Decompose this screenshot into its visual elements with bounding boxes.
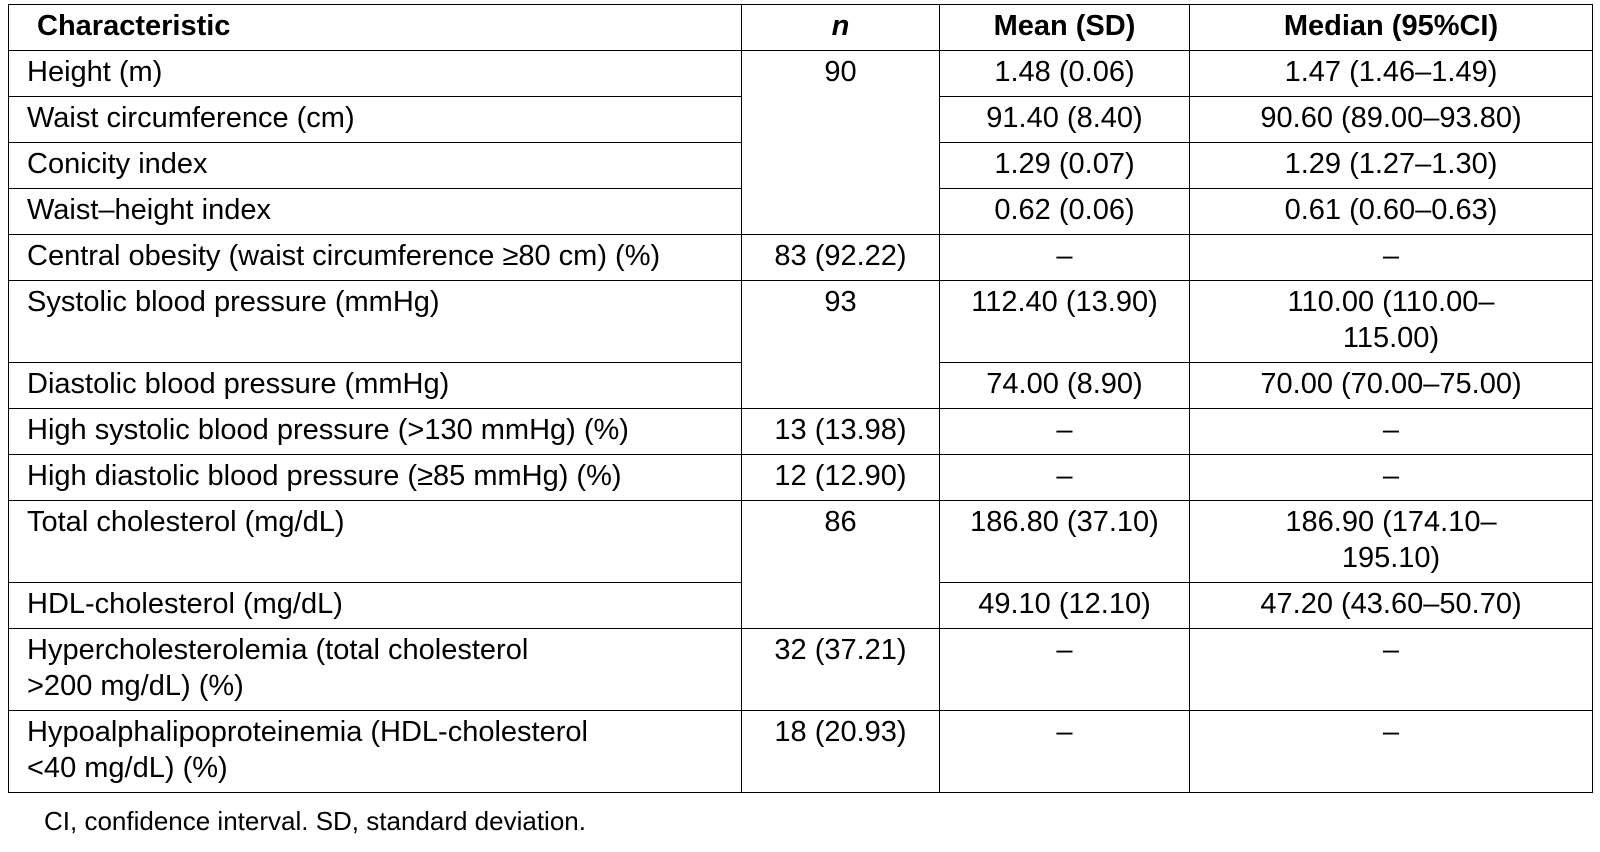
- row-median-ci: –: [1190, 409, 1593, 455]
- row-mean-sd: 49.10 (12.10): [940, 583, 1190, 629]
- row-mean-sd: –: [940, 455, 1190, 501]
- row-mean-sd: 1.29 (0.07): [940, 143, 1190, 189]
- characteristic-line2: >200 mg/dL) (%): [27, 670, 244, 702]
- row-n: 12 (12.90): [742, 455, 940, 501]
- median-ci-line2: 115.00): [1342, 322, 1440, 354]
- table-row: [9, 235, 1593, 281]
- row-characteristic: Systolic blood pressure (mmHg): [9, 281, 742, 363]
- table-footnote: CI, confidence interval. SD, standard deviation.: [44, 806, 586, 836]
- table-row: [9, 629, 1593, 711]
- table-row: [9, 711, 1593, 793]
- row-n: 83 (92.22): [742, 235, 940, 281]
- row-median-ci: –: [1190, 711, 1593, 793]
- characteristics-table: [8, 4, 1593, 793]
- characteristic-line1: Hypercholesterolemia (total cholesterol: [27, 634, 529, 666]
- row-characteristic: Waist–height index: [9, 189, 742, 235]
- table-row: [9, 281, 1593, 363]
- row-n: 13 (13.98): [742, 409, 940, 455]
- row-characteristic: [9, 711, 742, 793]
- row-median-ci: 47.20 (43.60–50.70): [1190, 583, 1593, 629]
- row-mean-sd: 1.48 (0.06): [940, 51, 1190, 97]
- row-characteristic: High systolic blood pressure (>130 mmHg) (%): [9, 409, 742, 455]
- row-mean-sd: 74.00 (8.90): [940, 363, 1190, 409]
- row-median-ci: –: [1190, 629, 1593, 711]
- characteristic-line1: Hypoalphalipoproteinemia (HDL-cholesterol: [27, 716, 588, 748]
- row-mean-sd: 0.62 (0.06): [940, 189, 1190, 235]
- row-mean-sd: 186.80 (37.10): [940, 501, 1190, 583]
- row-characteristic: Diastolic blood pressure (mmHg): [9, 363, 742, 409]
- table-row: [9, 409, 1593, 455]
- row-median-ci: –: [1190, 235, 1593, 281]
- row-mean-sd: 91.40 (8.40): [940, 97, 1190, 143]
- row-characteristic: Total cholesterol (mg/dL): [9, 501, 742, 583]
- header-n: n: [742, 5, 940, 51]
- row-mean-sd: –: [940, 235, 1190, 281]
- median-ci-line1: 186.90 (174.10–: [1285, 506, 1497, 538]
- row-n: 32 (37.21): [742, 629, 940, 711]
- row-median-ci: 90.60 (89.00–93.80): [1190, 97, 1593, 143]
- row-median-ci: [1190, 281, 1593, 363]
- table-row: [9, 501, 1593, 583]
- row-median-ci: 1.29 (1.27–1.30): [1190, 143, 1593, 189]
- header-median-ci: Median (95%CI): [1190, 5, 1593, 51]
- row-mean-sd: –: [940, 711, 1190, 793]
- row-n: 90: [742, 51, 940, 235]
- median-ci-line2: 195.10): [1341, 542, 1441, 574]
- row-mean-sd: –: [940, 629, 1190, 711]
- characteristic-line2: <40 mg/dL) (%): [27, 752, 228, 784]
- row-median-ci: –: [1190, 455, 1593, 501]
- header-characteristic: Characteristic: [9, 5, 742, 51]
- header-mean-sd: Mean (SD): [940, 5, 1190, 51]
- row-n: 86: [742, 501, 940, 629]
- table-row: [9, 51, 1593, 97]
- row-characteristic: Conicity index: [9, 143, 742, 189]
- row-n: 18 (20.93): [742, 711, 940, 793]
- row-median-ci: 70.00 (70.00–75.00): [1190, 363, 1593, 409]
- row-characteristic: Height (m): [9, 51, 742, 97]
- row-median-ci: [1190, 501, 1593, 583]
- median-ci-line1: 110.00 (110.00–: [1287, 286, 1495, 318]
- row-median-ci: 0.61 (0.60–0.63): [1190, 189, 1593, 235]
- row-characteristic: Central obesity (waist circumference ≥80 cm) (%): [9, 235, 742, 281]
- row-median-ci: 1.47 (1.46–1.49): [1190, 51, 1593, 97]
- row-n: 93: [742, 281, 940, 409]
- row-characteristic: High diastolic blood pressure (≥85 mmHg) (%): [9, 455, 742, 501]
- header-row: [9, 5, 1593, 51]
- table-row: [9, 455, 1593, 501]
- row-mean-sd: –: [940, 409, 1190, 455]
- row-mean-sd: 112.40 (13.90): [940, 281, 1190, 363]
- row-characteristic: HDL-cholesterol (mg/dL): [9, 583, 742, 629]
- row-characteristic: Waist circumference (cm): [9, 97, 742, 143]
- row-characteristic: [9, 629, 742, 711]
